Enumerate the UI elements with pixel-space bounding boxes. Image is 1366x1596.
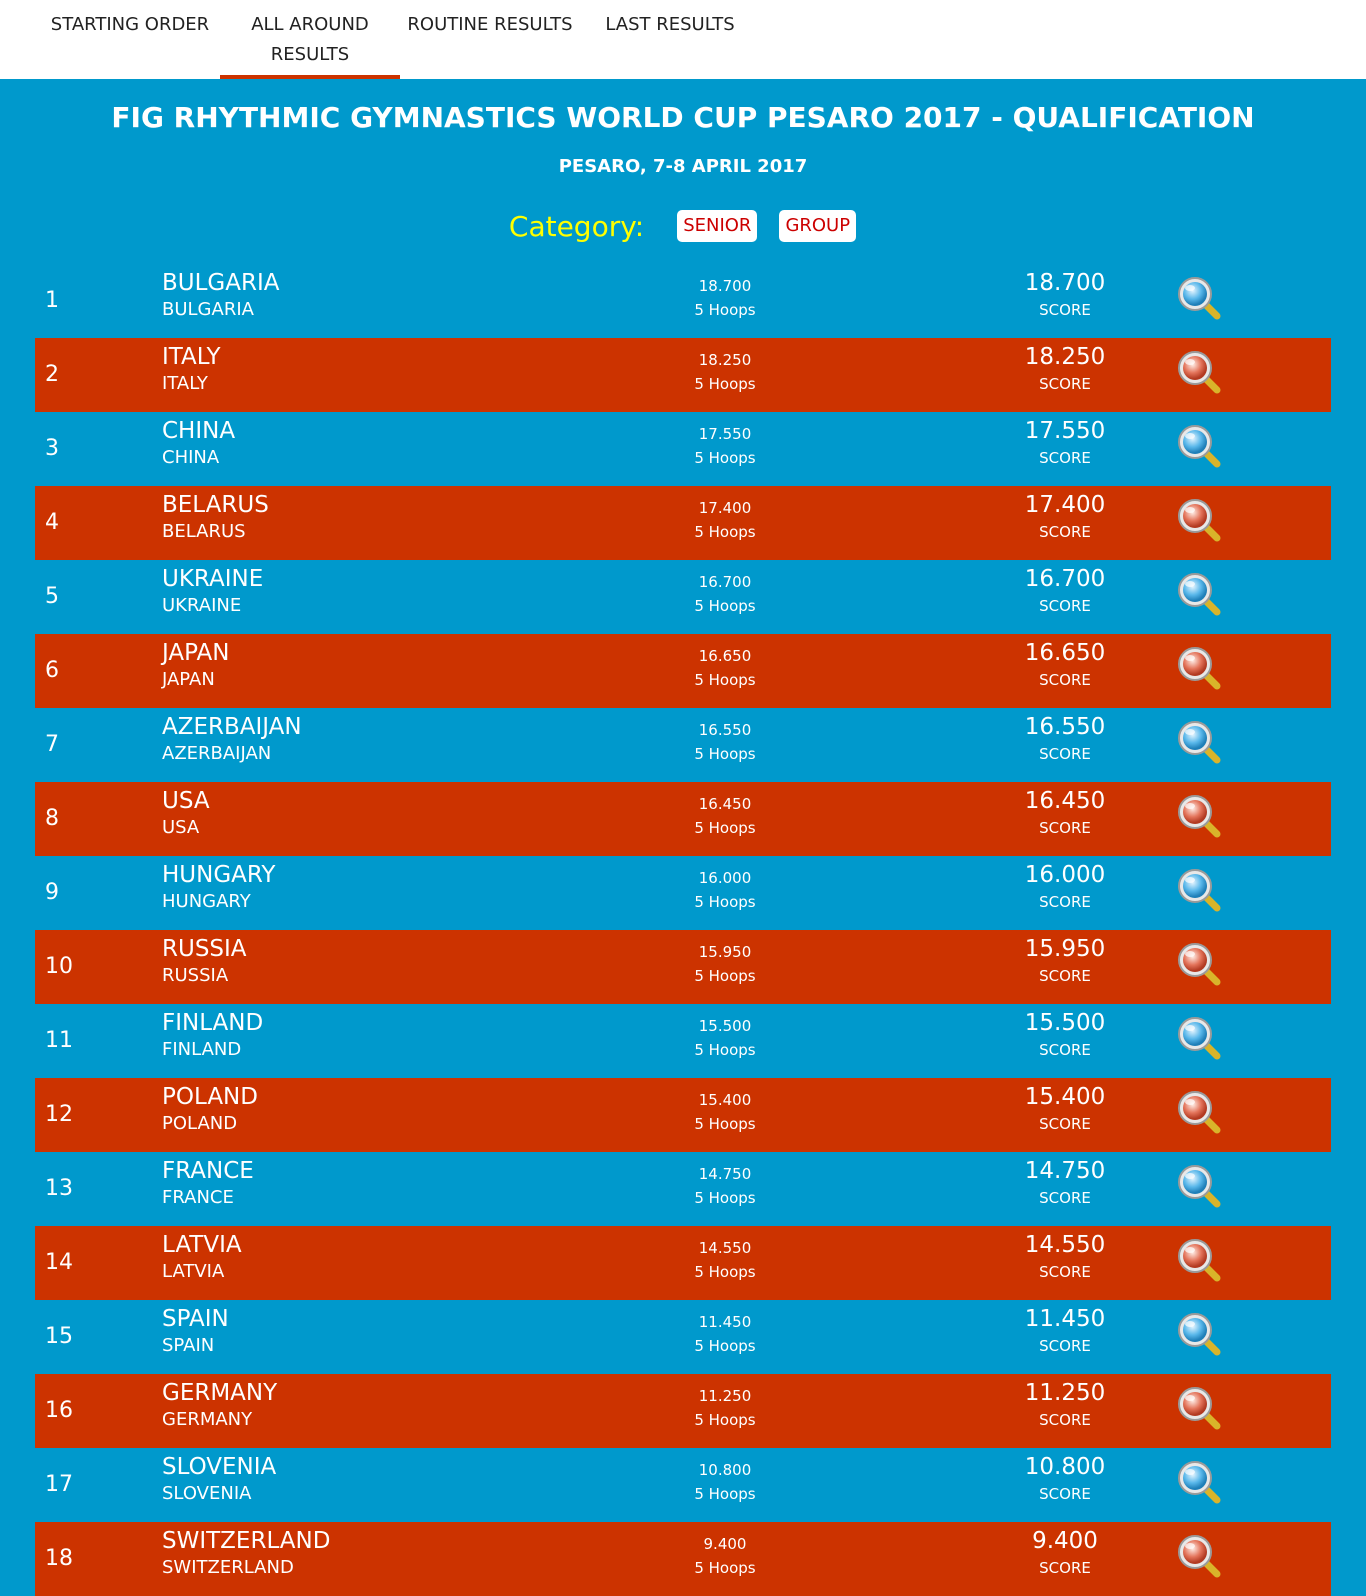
result-row bbox=[35, 1078, 1331, 1152]
team-name[interactable]: LATVIA bbox=[162, 1232, 242, 1258]
category-group-button[interactable]: GROUP bbox=[779, 210, 856, 242]
country-name: JAPAN bbox=[162, 669, 215, 690]
rank: 6 bbox=[45, 658, 59, 683]
result-row bbox=[35, 782, 1331, 856]
rank: 12 bbox=[45, 1102, 73, 1127]
magnifier-icon[interactable] bbox=[1175, 940, 1223, 988]
team-name[interactable]: HUNGARY bbox=[162, 862, 276, 888]
result-row bbox=[35, 856, 1331, 930]
apparatus-score: 10.800 bbox=[698, 1461, 752, 1479]
team-name[interactable]: SWITZERLAND bbox=[162, 1528, 331, 1554]
apparatus-name: 5 Hoops bbox=[694, 1485, 756, 1503]
apparatus-score: 17.550 bbox=[698, 425, 752, 443]
country-name: SWITZERLAND bbox=[162, 1557, 294, 1578]
total-score: 16.650 bbox=[1024, 640, 1106, 666]
result-row bbox=[35, 1004, 1331, 1078]
magnifier-icon[interactable] bbox=[1175, 792, 1223, 840]
total-score: 14.550 bbox=[1024, 1232, 1106, 1258]
magnifier-icon[interactable] bbox=[1175, 1532, 1223, 1580]
apparatus-name: 5 Hoops bbox=[694, 1041, 756, 1059]
total-score: 18.700 bbox=[1024, 270, 1106, 296]
country-name: FINLAND bbox=[162, 1039, 242, 1060]
total-score: 18.250 bbox=[1024, 344, 1106, 370]
total-score: 15.400 bbox=[1024, 1084, 1106, 1110]
total-score: 16.550 bbox=[1024, 714, 1106, 740]
apparatus-name: 5 Hoops bbox=[694, 301, 756, 319]
tab-label: ALL AROUND RESULTS bbox=[251, 14, 369, 65]
tab-last-results[interactable] bbox=[590, 0, 750, 79]
result-row bbox=[35, 708, 1331, 782]
category-filter bbox=[0, 206, 1366, 246]
event-date-location: PESARO, 7-8 APRIL 2017 bbox=[558, 156, 808, 177]
team-name[interactable]: ITALY bbox=[162, 344, 221, 370]
magnifier-icon[interactable] bbox=[1175, 866, 1223, 914]
total-score: 17.400 bbox=[1024, 492, 1106, 518]
rank: 9 bbox=[45, 880, 59, 905]
team-name[interactable]: CHINA bbox=[162, 418, 236, 444]
team-name[interactable]: FRANCE bbox=[162, 1158, 254, 1184]
apparatus-score: 11.250 bbox=[698, 1387, 752, 1405]
apparatus-name: 5 Hoops bbox=[694, 967, 756, 985]
tab-label: LAST RESULTS bbox=[605, 14, 735, 35]
apparatus-name: 5 Hoops bbox=[694, 1189, 756, 1207]
team-name[interactable]: GERMANY bbox=[162, 1380, 278, 1406]
apparatus-score: 14.750 bbox=[698, 1165, 752, 1183]
rank: 7 bbox=[45, 732, 59, 757]
team-name[interactable]: POLAND bbox=[162, 1084, 258, 1110]
apparatus-score: 15.500 bbox=[698, 1017, 752, 1035]
team-name[interactable]: BULGARIA bbox=[162, 270, 280, 296]
country-name: SPAIN bbox=[162, 1335, 215, 1356]
result-row bbox=[35, 560, 1331, 634]
country-name: USA bbox=[162, 817, 200, 838]
apparatus-name: 5 Hoops bbox=[694, 893, 756, 911]
score-label: SCORE bbox=[1039, 1485, 1091, 1503]
country-name: AZERBAIJAN bbox=[162, 743, 272, 764]
country-name: SLOVENIA bbox=[162, 1483, 252, 1504]
result-row bbox=[35, 338, 1331, 412]
score-label: SCORE bbox=[1039, 671, 1091, 689]
magnifier-icon[interactable] bbox=[1175, 1310, 1223, 1358]
rank: 1 bbox=[45, 288, 59, 313]
team-name[interactable]: JAPAN bbox=[162, 640, 230, 666]
apparatus-score: 15.950 bbox=[698, 943, 752, 961]
apparatus-name: 5 Hoops bbox=[694, 745, 756, 763]
magnifier-icon[interactable] bbox=[1175, 1014, 1223, 1062]
team-name[interactable]: BELARUS bbox=[162, 492, 269, 518]
country-name: ITALY bbox=[162, 373, 208, 394]
magnifier-icon[interactable] bbox=[1175, 570, 1223, 618]
total-score: 16.700 bbox=[1024, 566, 1106, 592]
rank: 3 bbox=[45, 436, 59, 461]
apparatus-score: 11.450 bbox=[698, 1313, 752, 1331]
magnifier-icon[interactable] bbox=[1175, 1384, 1223, 1432]
apparatus-score: 17.400 bbox=[698, 499, 752, 517]
score-label: SCORE bbox=[1039, 819, 1091, 837]
total-score: 9.400 bbox=[1032, 1528, 1098, 1554]
apparatus-name: 5 Hoops bbox=[694, 1559, 756, 1577]
result-row bbox=[35, 1374, 1331, 1448]
apparatus-name: 5 Hoops bbox=[694, 819, 756, 837]
magnifier-icon[interactable] bbox=[1175, 1162, 1223, 1210]
country-name: CHINA bbox=[162, 447, 220, 468]
magnifier-icon[interactable] bbox=[1175, 718, 1223, 766]
tab-all-around-results[interactable] bbox=[220, 0, 400, 79]
score-label: SCORE bbox=[1039, 375, 1091, 393]
team-name[interactable]: USA bbox=[162, 788, 210, 814]
total-score: 16.450 bbox=[1024, 788, 1106, 814]
score-label: SCORE bbox=[1039, 1559, 1091, 1577]
total-score: 15.500 bbox=[1024, 1010, 1106, 1036]
country-name: GERMANY bbox=[162, 1409, 253, 1430]
total-score: 14.750 bbox=[1024, 1158, 1106, 1184]
result-row bbox=[35, 930, 1331, 1004]
magnifier-icon[interactable] bbox=[1175, 422, 1223, 470]
result-row bbox=[35, 1522, 1331, 1596]
apparatus-score: 9.400 bbox=[703, 1535, 747, 1553]
tab-label: ROUTINE RESULTS bbox=[407, 14, 573, 35]
rank: 10 bbox=[45, 954, 73, 979]
category-senior-button[interactable]: SENIOR bbox=[677, 210, 757, 242]
apparatus-name: 5 Hoops bbox=[694, 1411, 756, 1429]
apparatus-name: 5 Hoops bbox=[694, 671, 756, 689]
magnifier-icon[interactable] bbox=[1175, 1236, 1223, 1284]
score-label: SCORE bbox=[1039, 893, 1091, 911]
page-title: FIG RHYTHMIC GYMNASTICS WORLD CUP PESARO 2017 - QUALIFICATION bbox=[111, 101, 1255, 134]
apparatus-score: 18.700 bbox=[698, 277, 752, 295]
results-list bbox=[35, 264, 1331, 1596]
rank: 18 bbox=[45, 1546, 73, 1571]
total-score: 10.800 bbox=[1024, 1454, 1106, 1480]
magnifier-icon[interactable] bbox=[1175, 644, 1223, 692]
result-row bbox=[35, 264, 1331, 338]
apparatus-name: 5 Hoops bbox=[694, 1337, 756, 1355]
apparatus-score: 16.700 bbox=[698, 573, 752, 591]
magnifier-icon[interactable] bbox=[1175, 348, 1223, 396]
apparatus-score: 18.250 bbox=[698, 351, 752, 369]
result-row bbox=[35, 634, 1331, 708]
country-name: RUSSIA bbox=[162, 965, 229, 986]
team-name[interactable]: RUSSIA bbox=[162, 936, 247, 962]
result-row bbox=[35, 412, 1331, 486]
apparatus-name: 5 Hoops bbox=[694, 1263, 756, 1281]
apparatus-name: 5 Hoops bbox=[694, 375, 756, 393]
country-name: FRANCE bbox=[162, 1187, 234, 1208]
category-label: Category: bbox=[508, 209, 645, 243]
team-name[interactable]: UKRAINE bbox=[162, 566, 264, 592]
rank: 2 bbox=[45, 362, 59, 387]
magnifier-icon[interactable] bbox=[1175, 1088, 1223, 1136]
team-name[interactable]: SLOVENIA bbox=[162, 1454, 277, 1480]
apparatus-name: 5 Hoops bbox=[694, 597, 756, 615]
apparatus-score: 16.000 bbox=[698, 869, 752, 887]
apparatus-score: 15.400 bbox=[698, 1091, 752, 1109]
score-label: SCORE bbox=[1039, 1263, 1091, 1281]
rank: 5 bbox=[45, 584, 59, 609]
apparatus-score: 16.650 bbox=[698, 647, 752, 665]
rank: 4 bbox=[45, 510, 59, 535]
result-row bbox=[35, 1300, 1331, 1374]
apparatus-name: 5 Hoops bbox=[694, 1115, 756, 1133]
score-label: SCORE bbox=[1039, 745, 1091, 763]
score-label: SCORE bbox=[1039, 597, 1091, 615]
score-label: SCORE bbox=[1039, 1411, 1091, 1429]
score-label: SCORE bbox=[1039, 1115, 1091, 1133]
result-row bbox=[35, 486, 1331, 560]
country-name: LATVIA bbox=[162, 1261, 225, 1282]
total-score: 11.250 bbox=[1024, 1380, 1106, 1406]
country-name: HUNGARY bbox=[162, 891, 251, 912]
rank: 8 bbox=[45, 806, 59, 831]
apparatus-score: 16.550 bbox=[698, 721, 752, 739]
tab-routine-results[interactable] bbox=[400, 0, 580, 79]
score-label: SCORE bbox=[1039, 301, 1091, 319]
result-row bbox=[35, 1448, 1331, 1522]
total-score: 17.550 bbox=[1024, 418, 1106, 444]
rank: 13 bbox=[45, 1176, 73, 1201]
country-name: BULGARIA bbox=[162, 299, 254, 320]
result-row bbox=[35, 1226, 1331, 1300]
country-name: BELARUS bbox=[162, 521, 246, 542]
tab-label: STARTING ORDER bbox=[50, 14, 210, 35]
top-nav bbox=[0, 0, 1366, 79]
rank: 11 bbox=[45, 1028, 73, 1053]
total-score: 11.450 bbox=[1024, 1306, 1106, 1332]
tab-starting-order[interactable] bbox=[40, 0, 220, 79]
apparatus-score: 14.550 bbox=[698, 1239, 752, 1257]
score-label: SCORE bbox=[1039, 1189, 1091, 1207]
score-label: SCORE bbox=[1039, 1041, 1091, 1059]
rank: 14 bbox=[45, 1250, 73, 1275]
score-label: SCORE bbox=[1039, 967, 1091, 985]
score-label: SCORE bbox=[1039, 449, 1091, 467]
magnifier-icon[interactable] bbox=[1175, 496, 1223, 544]
team-name[interactable]: FINLAND bbox=[162, 1010, 264, 1036]
country-name: UKRAINE bbox=[162, 595, 242, 616]
rank: 17 bbox=[45, 1472, 73, 1497]
magnifier-icon[interactable] bbox=[1175, 274, 1223, 322]
team-name[interactable]: SPAIN bbox=[162, 1306, 229, 1332]
team-name[interactable]: AZERBAIJAN bbox=[162, 714, 302, 740]
rank: 16 bbox=[45, 1398, 73, 1423]
score-label: SCORE bbox=[1039, 1337, 1091, 1355]
result-row bbox=[35, 1152, 1331, 1226]
active-tab-indicator bbox=[220, 75, 400, 79]
rank: 15 bbox=[45, 1324, 73, 1349]
total-score: 15.950 bbox=[1024, 936, 1106, 962]
apparatus-name: 5 Hoops bbox=[694, 449, 756, 467]
magnifier-icon[interactable] bbox=[1175, 1458, 1223, 1506]
apparatus-name: 5 Hoops bbox=[694, 523, 756, 541]
apparatus-score: 16.450 bbox=[698, 795, 752, 813]
country-name: POLAND bbox=[162, 1113, 238, 1134]
score-label: SCORE bbox=[1039, 523, 1091, 541]
total-score: 16.000 bbox=[1024, 862, 1106, 888]
